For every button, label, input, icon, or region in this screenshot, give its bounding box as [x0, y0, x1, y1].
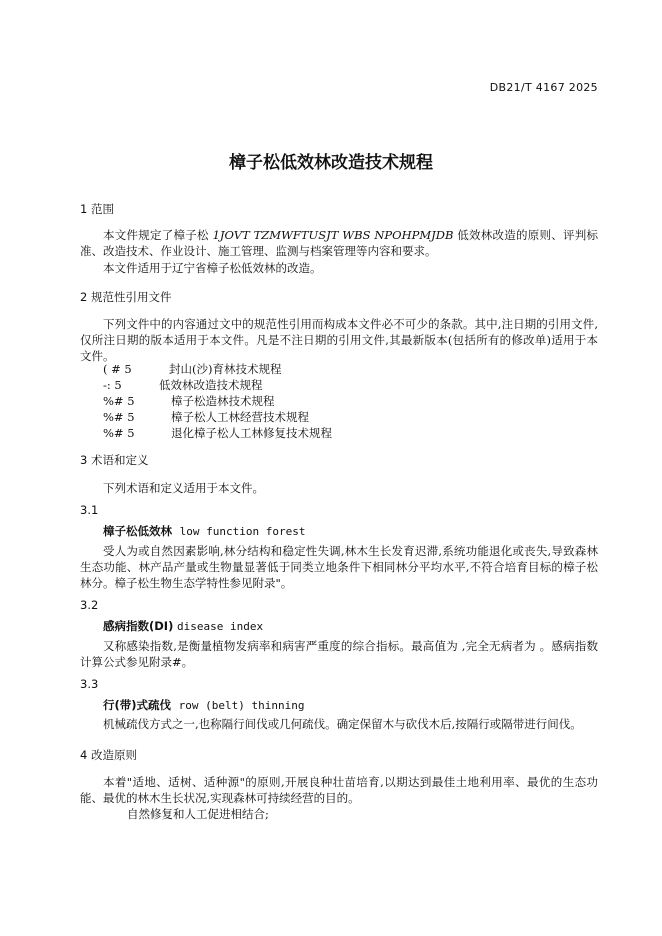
- scope-text-b: 低效林改造的原则、评判标准、改造技术、作业设计、施工管理、监测与档案管理等内容和要求。: [80, 228, 599, 258]
- term-number: 3.3: [80, 677, 99, 691]
- term-number: 3.1: [80, 503, 99, 517]
- section-1-paragraph-2: 本文件适用于辽宁省樟子松低效林的改造。: [103, 261, 322, 275]
- principle-item: 自然修复和人工促进相结合;: [127, 807, 269, 821]
- ref-code: %# 5: [103, 394, 135, 408]
- reference-item: [103, 393, 275, 409]
- section-2-paragraph-1: 下列文件中的内容通过文中的规范性引用而构成本文件必不可少的条款。其中,注日期的引用文件,仅所注日期的版本适用于本文件。凡是不注日期的引用文件,其最新版本(包括所有的修改单)适用于本文件。: [80, 317, 598, 363]
- term-definition: 又称感染指数,是衡量植物发病率和病害严重度的综合指标。最高值为 ,完全无病者为 。感病指数计算公式参见附录#。: [80, 639, 598, 669]
- reference-item: [103, 409, 309, 425]
- reference-item: [103, 361, 281, 377]
- reference-item: [103, 425, 332, 441]
- term-en: low function forest: [179, 525, 306, 538]
- ref-title: 封山(沙)育林技术规程: [169, 362, 282, 376]
- section-1-paragraph-1: [80, 227, 598, 259]
- section-4-paragraph-1: 本着"适地、适树、适种源"的原则,开展良种壮苗培育,以期达到最佳土地利用率、最优的生态功能、最优的林木生长状况,实现森林可持续经营的目的。: [80, 775, 598, 805]
- ref-code: %# 5: [103, 410, 135, 424]
- term-number: 3.2: [80, 598, 99, 612]
- section-1-heading: 1 范围: [80, 202, 114, 216]
- term-title: [103, 697, 305, 713]
- term-en: disease index: [177, 620, 264, 633]
- latin-name: 1JOVT TZMWFTUSJT WBS NPOHPMJDB: [212, 228, 454, 242]
- page-title: 樟子松低效林改造技术规程: [229, 153, 433, 173]
- ref-code: -: 5: [103, 378, 122, 392]
- section-4-heading: 4 改造原则: [80, 748, 137, 762]
- ref-title: 退化樟子松人工林修复技术规程: [171, 426, 332, 440]
- section-3-heading: 3 术语和定义: [80, 453, 149, 467]
- term-definition: 受人为或自然因素影响,林分结构和稳定性失调,林木生长发育迟滞,系统功能退化或丧失,导致森林生态功能、林产品产量或生物量显著低于同类立地条件下相同林分平均水平,不符合培育目标的樟子松林分。樟子松生物生态学特性参见附录"。: [80, 544, 598, 590]
- term-zh: 行(带)式疏伐: [103, 698, 172, 712]
- term-zh: 樟子松低效林: [103, 524, 172, 538]
- reference-item: [103, 377, 263, 393]
- term-title: [103, 523, 306, 539]
- ref-code: %# 5: [103, 426, 135, 440]
- term-definition: 机械疏伐方式之一,也称隔行间伐或几何疏伐。确定保留木与砍伐木后,按隔行或隔带进行间伐。: [103, 717, 582, 731]
- doc-id: DB21/T 4167 2025: [489, 81, 598, 94]
- ref-title: 低效林改造技术规程: [159, 378, 263, 392]
- term-zh: 感病指数(DI): [103, 619, 174, 633]
- ref-title: 樟子松人工林经营技术规程: [171, 410, 309, 424]
- section-3-intro: 下列术语和定义适用于本文件。: [103, 481, 264, 495]
- ref-title: 樟子松造林技术规程: [171, 394, 275, 408]
- term-en: row (belt) thinning: [178, 699, 305, 712]
- section-2-heading: 2 规范性引用文件: [80, 290, 172, 304]
- term-title: [103, 618, 263, 634]
- ref-code: ( # 5: [103, 362, 132, 376]
- scope-text-a: 本文件规定了樟子松: [103, 228, 213, 242]
